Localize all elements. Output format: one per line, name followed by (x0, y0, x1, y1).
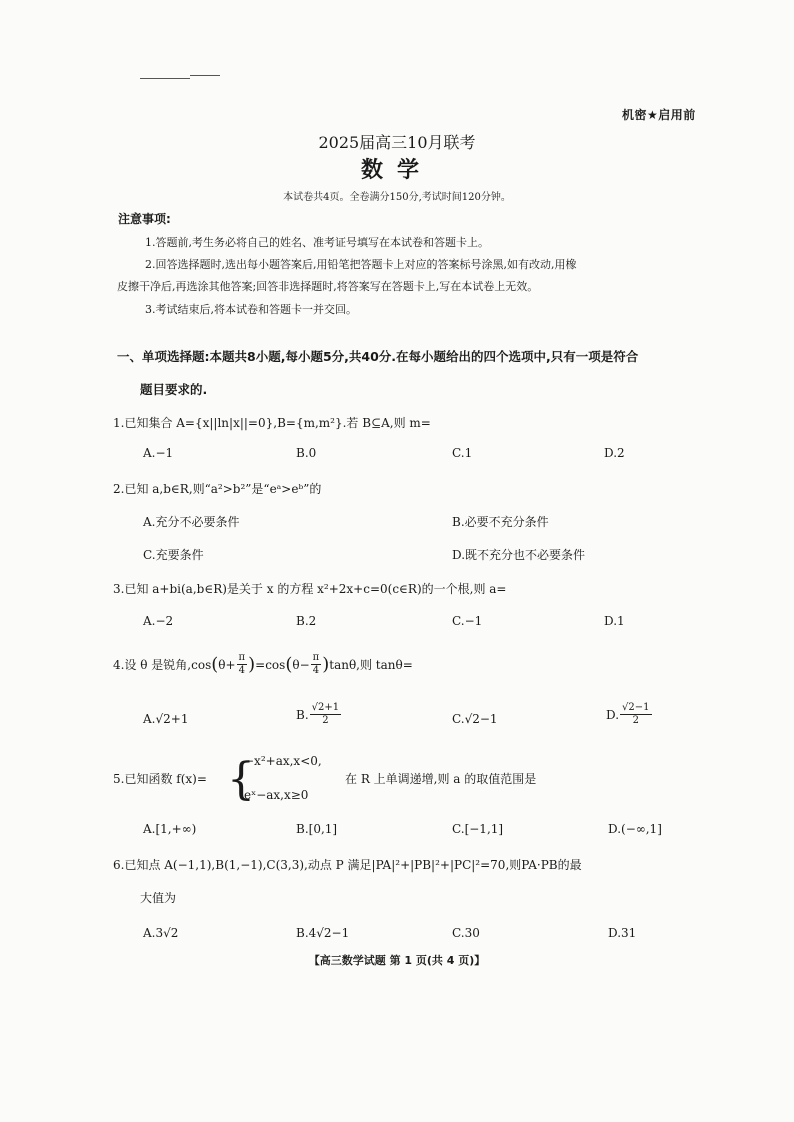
fraction-numerator: π (238, 652, 246, 663)
question-2-option-c: C.充要条件 (143, 548, 204, 562)
pi-over-4-fraction (237, 652, 248, 677)
fraction-denominator: 4 (238, 665, 246, 676)
option-label: B. (296, 707, 309, 722)
notes-title: 注意事项: (118, 212, 171, 226)
q4-stem-start: 4.设 θ 是锐角,cos (113, 658, 212, 672)
question-1-stem: 1.已知集合 A={x||ln|x||=0},B={m,m²}.若 B⊆A,则 m= (113, 416, 431, 430)
question-6-stem: 6.已知点 A(−1,1),B(1,−1),C(3,3),动点 P 满足|PA|²+|PB|²+|PC|²=70,则PA·PB的最 (113, 858, 582, 872)
question-4-option-c: C.√2−1 (452, 712, 498, 726)
question-4-option-b (296, 702, 342, 727)
pi-over-4-fraction (311, 652, 322, 677)
q4-arg1: θ+ (218, 657, 236, 672)
q4-stem-end: tanθ,则 tanθ= (329, 658, 413, 672)
question-1-option-c: C.1 (452, 446, 473, 460)
paren-close: ) (322, 654, 330, 675)
question-6-option-b: B.4√2−1 (296, 926, 350, 940)
note-item: 皮擦干净后,再选涂其他答案;回答非选择题时,将答案写在答题卡上,写在本试卷上无效。 (117, 280, 539, 293)
scan-line-mark (190, 75, 220, 76)
option-label: D. (606, 707, 620, 722)
question-5-option-d: D.(−∞,1] (608, 822, 662, 836)
fraction-numerator: √2−1 (622, 702, 650, 713)
question-1-option-b: B.0 (296, 446, 317, 460)
question-5-option-b: B.[0,1] (296, 822, 338, 836)
note-item: 3.考试结束后,将本试卷和答题卡一并交回。 (145, 303, 357, 316)
fraction-denominator: 2 (632, 715, 639, 726)
paren-open: ( (285, 654, 293, 675)
question-4-stem (113, 652, 413, 677)
piecewise-case-1: −x²+ax,x<0, (244, 754, 322, 768)
exam-info: 本试卷共4页。全卷满分150分,考试时间120分钟。 (283, 192, 511, 203)
question-5-option-c: C.[−1,1] (452, 822, 504, 836)
question-5-option-a: A.[1,+∞) (143, 822, 197, 836)
question-3-option-d: D.1 (604, 614, 625, 628)
question-3-option-c: C.−1 (452, 614, 483, 628)
note-item: 1.答题前,考生务必将自己的姓名、准考证号填写在本试卷和答题卡上。 (145, 236, 489, 249)
question-2-option-a: A.充分不必要条件 (143, 515, 240, 529)
fraction-denominator: 4 (312, 665, 320, 676)
option-fraction (620, 702, 651, 727)
question-2-option-d: D.既不充分也不必要条件 (452, 548, 586, 562)
question-2-stem: 2.已知 a,b∈R,则“a²>b²”是“eᵃ>eᵇ”的 (113, 482, 322, 496)
fraction-numerator: π (312, 652, 320, 663)
q4-stem-mid: =cos (255, 657, 286, 672)
question-6-option-d: D.31 (608, 926, 637, 940)
fraction-numerator: √2+1 (311, 702, 340, 713)
scan-line-mark (140, 78, 190, 79)
fraction-denominator: 2 (322, 715, 329, 726)
note-item: 2.回答选择题时,选出每小题答案后,用铅笔把答题卡上对应的答案标号涂黑,如有改动,用橡 (145, 258, 577, 271)
question-4-option-a: A.√2+1 (143, 712, 189, 726)
question-2-option-b: B.必要不充分条件 (452, 515, 549, 529)
question-5-stem-end: 在 R 上单调递增,则 a 的取值范围是 (345, 772, 537, 786)
q4-arg2: θ− (292, 657, 310, 672)
piecewise-case-2: eˣ−ax,x≥0 (244, 788, 309, 802)
question-1-option-d: D.2 (604, 446, 625, 460)
question-4-option-d (606, 702, 653, 727)
paren-open: ( (211, 654, 219, 675)
question-3-option-a: A.−2 (143, 614, 174, 628)
question-1-option-a: A.−1 (143, 446, 174, 460)
question-6-option-a: A.3√2 (143, 926, 179, 940)
question-6-option-c: C.30 (452, 926, 480, 940)
option-fraction (310, 702, 341, 727)
page-footer: 【高三数学试题 第 1 页(共 4 页)】 (308, 954, 486, 967)
question-3-option-b: B.2 (296, 614, 317, 628)
section-heading-continued: 题目要求的. (140, 382, 208, 397)
question-3-stem: 3.已知 a+bi(a,b∈R)是关于 x 的方程 x²+2x+c=0(c∈R)的一个根,则 a= (113, 582, 507, 596)
question-5-stem-start: 5.已知函数 f(x)= (113, 772, 207, 786)
paren-close: ) (248, 654, 256, 675)
question-6-stem-continued: 大值为 (140, 891, 177, 905)
piecewise-brace: { (227, 754, 255, 805)
confidential-label: 机密★启用前 (622, 108, 696, 122)
exam-title: 2025届高三10月联考 (318, 133, 476, 152)
subject-title: 数学 (360, 158, 433, 183)
section-heading: 一、单项选择题:本题共8小题,每小题5分,共40分.在每小题给出的四个选项中,只有一项是符合 (117, 349, 639, 364)
